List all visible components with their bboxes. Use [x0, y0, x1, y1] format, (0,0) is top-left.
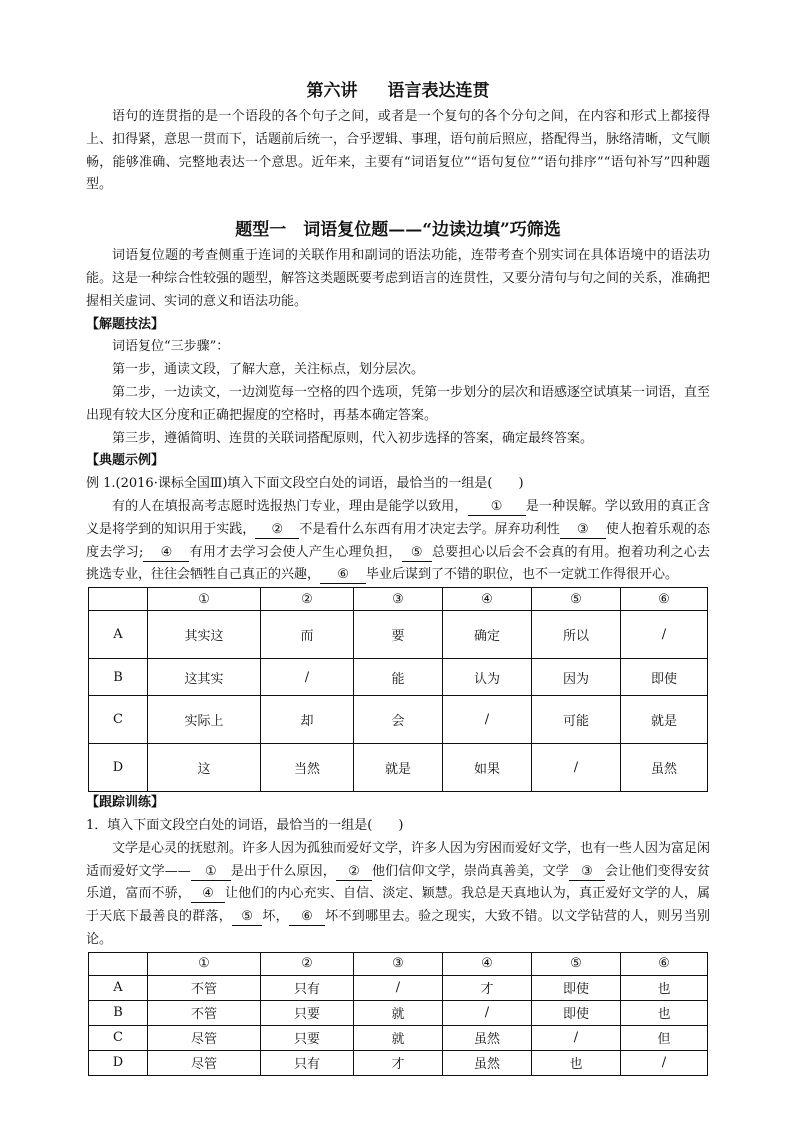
example-passage: 有的人在填报高考志愿时选报热门专业，理由是能学以致用， ① 是一种误解。学以致用的真正含义是将学到的知识用于实践， ② 不是看什么东西有用才决定去学。屏弃功利性 ③ 使人抱着乐观的态度去学习; ④ 有用才去学习会使人产生心理负担， ⑤ 总要担心以后会不会真的有用。抱着功利之心去挑选专业，往往会牺牲自己真正的兴趣， ⑥ 毕业后谋到了不错的职位，也不一定就工作得很开心。 [86, 498, 710, 583]
blank-6: ⑥ [320, 567, 366, 584]
table-row: B 不管 只要 就 / 即使 也 [89, 1000, 708, 1025]
blank-5: ⑤ [232, 909, 262, 926]
table-row: A 其实这 而 要 确定 所以 / [89, 611, 708, 659]
lecture-number: 第六讲 [306, 81, 358, 101]
blank-3: ③ [569, 864, 605, 881]
lecture-title [86, 76, 710, 106]
blank-2: ② [336, 864, 372, 881]
training-passage: 文学是心灵的抚慰剂。许多人因为孤独而爱好文学，许多人因为穷困而爱好文学，也有一些人因为富足闲适而爱好文学—— ① 是出于什么原因， ② 他们信仰文学，崇尚真善美，文学 ③ 会让他们变得安贫乐道，富而不骄， ④ 让他们的内心充实、自信、淡定、颖慧。我总是天真地认为，真正爱好文学的人，属于天底下最善良的群落， ⑤ 坏， ⑥ 坏不到哪里去。验之现实，大致不错。以文学钻营的人，则另当别论。 [86, 840, 711, 947]
section-description: 词语复位题的考查侧重于连词的关联作用和副词的语法功能，连带考查个别实词在具体语境中的语法功能。这是一种综合性较强的题型，解答这类题既要考虑到语言的连贯性，又要分清句与句之间的关系，准确把握相关虚词、实词的意义和语法功能。 [86, 248, 711, 309]
table-header-row: ① ② ③ ④ ⑤ ⑥ [89, 588, 708, 611]
intro-paragraph: 语句的连贯指的是一个语段的各个句子之间，或者是一个复句的各个分句之间，在内容和形式上都接得上、扣得紧，意思一贯而下，话题前后统一，合乎逻辑、事理，语句前后照应，搭配得当，脉络清晰，文气顺畅，能够准确、完整地表达一个意思。近年来，主要有“词语复位”“语句复位”“语句排序”“语句补写”四种题型。 [86, 109, 711, 193]
table-row: C 实际上 却 会 / 可能 就是 [89, 696, 708, 744]
blank-2: ② [255, 522, 299, 539]
table-row: A 不管 只有 / 才 即使 也 [89, 975, 708, 1000]
training-options-table [88, 952, 708, 1076]
section-title: 题型一 词语复位题——“边读边填”巧筛选 [235, 220, 561, 241]
table-row: D 这 当然 就是 如果 / 虽然 [89, 744, 708, 792]
table-row: D 尽管 只有 才 虽然 也 / [89, 1050, 708, 1075]
example-question: 例 1.(2016·课标全国Ⅲ)填入下面文段空白处的词语，最恰当的一组是( ) [86, 476, 524, 492]
method-step-1: 第一步，通读文段，了解大意，关注标点，划分层次。 [112, 362, 425, 378]
method-heading: 【解题技法】 [86, 316, 165, 332]
blank-4: ④ [143, 545, 189, 562]
example-options-table [88, 587, 708, 792]
table-row: B 这其实 / 能 认为 因为 即使 [89, 659, 708, 696]
method-step-2: 第二步，一边读文，一边浏览每一空格的四个选项，凭第一步划分的层次和语感逐空试填某一词语，直至出现有较大区分度和正确把握度的空格时，再基本确定答案。 [86, 384, 711, 423]
training-question: 1．填入下面文段空白处的词语，最恰当的一组是( ) [86, 817, 404, 833]
example-heading: 【典题示例】 [86, 453, 165, 469]
blank-4: ④ [191, 886, 225, 903]
document-page [86, 74, 710, 1076]
blank-1: ① [468, 499, 526, 516]
blank-6: ⑥ [289, 909, 325, 926]
blank-1: ① [191, 864, 231, 881]
table-header-row: ① ② ③ ④ ⑤ ⑥ [89, 952, 708, 975]
method-intro: 词语复位“三步骤”： [112, 339, 230, 355]
table-row: C 尽管 只要 就 虽然 / 但 [89, 1025, 708, 1050]
blank-3: ③ [560, 522, 606, 539]
method-step-3: 第三步，遵循简明、连贯的关联词搭配原则，代入初步选择的答案，确定最终答案。 [112, 430, 594, 446]
training-heading: 【跟踪训练】 [86, 795, 165, 811]
lecture-topic: 语言表达连贯 [387, 81, 490, 101]
blank-5: ⑤ [402, 545, 432, 562]
